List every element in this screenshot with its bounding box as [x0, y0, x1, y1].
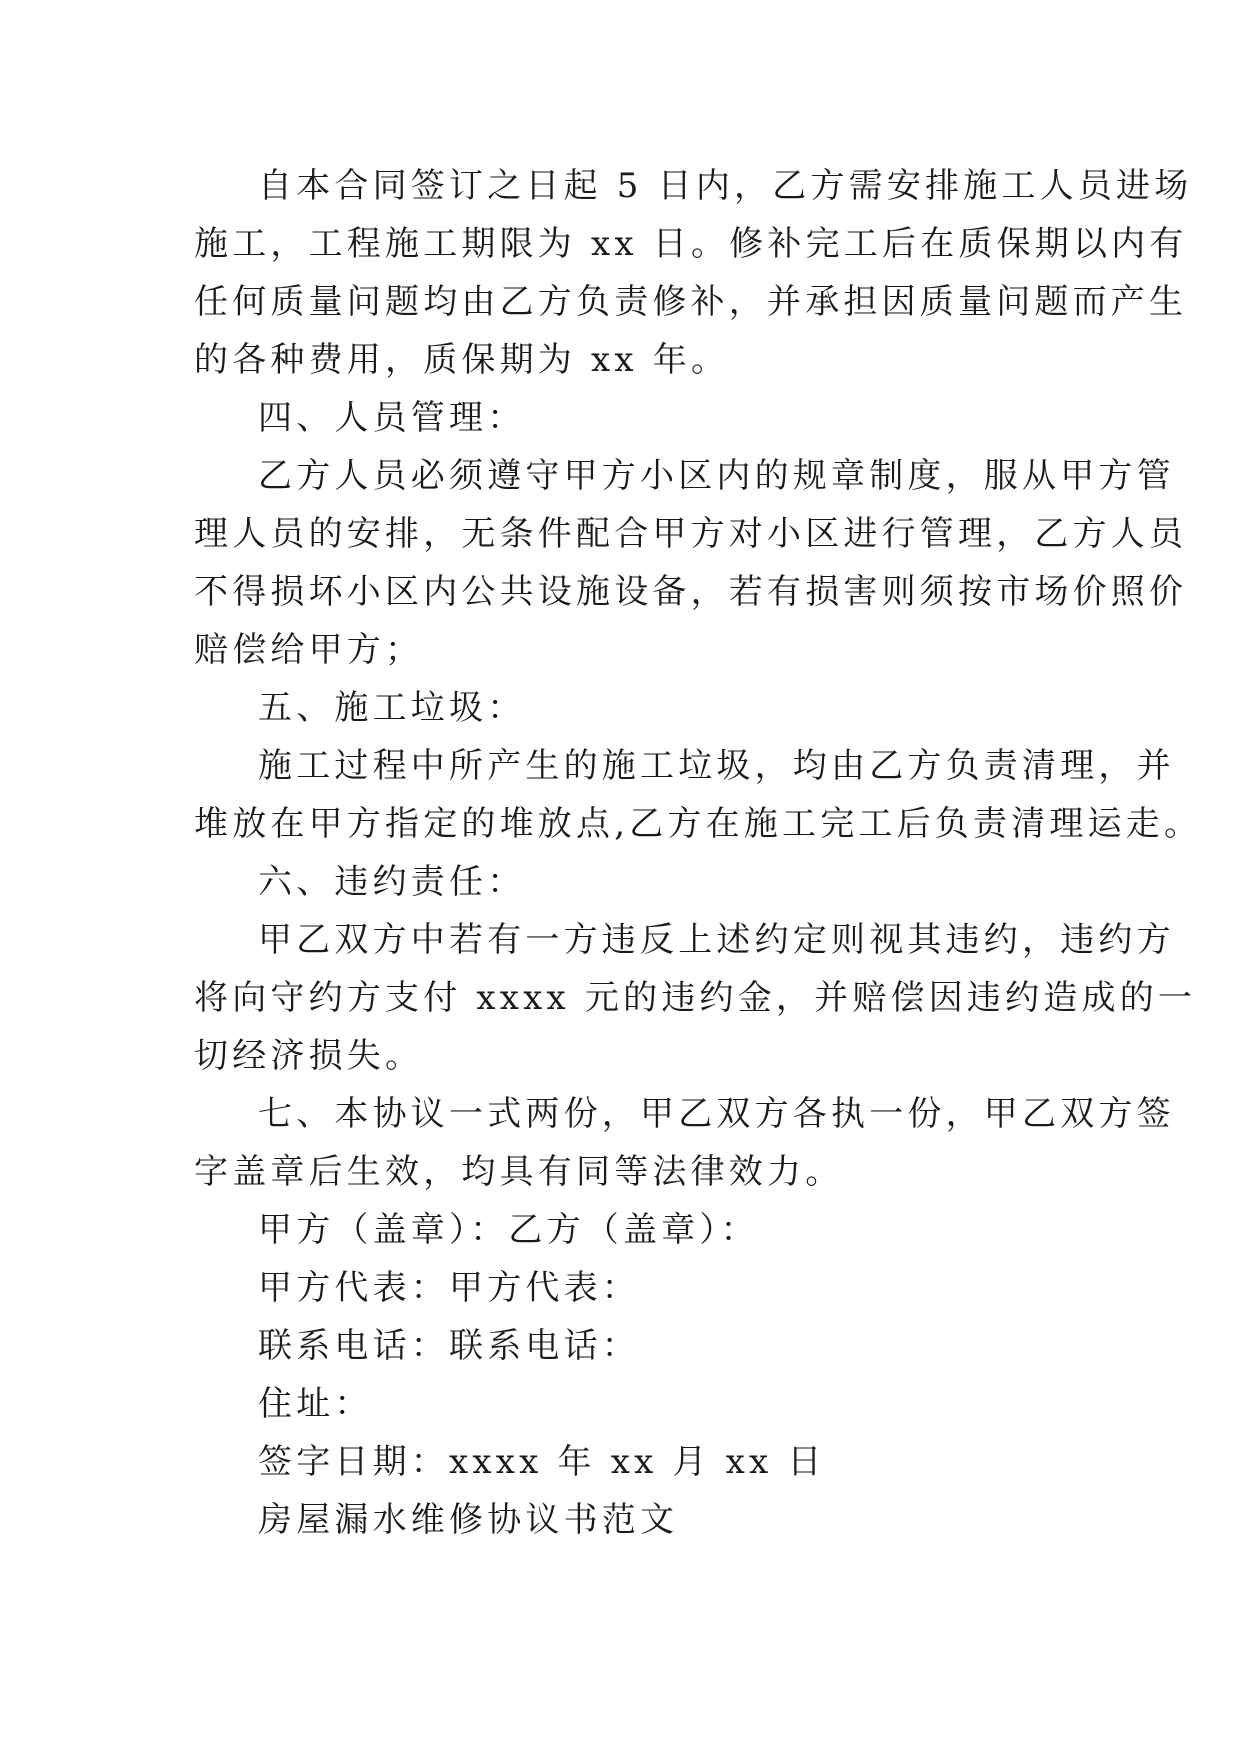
paragraph-line: 自本合同签订之日起 5 日内，乙方需安排施工人员进场: [258, 166, 1193, 206]
signature-line: 甲方（盖章）：乙方（盖章）：: [258, 1210, 759, 1250]
signature-line: 联系电话：联系电话：: [258, 1326, 640, 1366]
paragraph-line: 施工过程中所产生的施工垃圾，均由乙方负责清理，并: [258, 746, 1175, 786]
paragraph-line: 的各种费用，质保期为 xx 年。: [194, 340, 730, 380]
paragraph-line: 切经济损失。: [194, 1036, 424, 1076]
signature-line: 住址：: [258, 1384, 373, 1424]
paragraph-line: 理人员的安排，无条件配合甲方对小区进行管理，乙方人员: [194, 514, 1188, 554]
paragraph-line: 字盖章后生效，均具有同等法律效力。: [194, 1152, 844, 1192]
paragraph-line: 乙方人员必须遵守甲方小区内的规章制度，服从甲方管: [258, 456, 1175, 496]
paragraph-line: 将向守约方支付 xxxx 元的违约金，并赔偿因违约造成的一: [194, 978, 1197, 1018]
section-heading: 六、违约责任：: [258, 862, 526, 902]
paragraph-line: 施工，工程施工期限为 xx 日。修补完工后在质保期以内有: [194, 224, 1188, 264]
signature-line: 甲方代表：甲方代表：: [258, 1268, 640, 1308]
paragraph-line: 任何质量问题均由乙方负责修补，并承担因质量问题而产生: [194, 282, 1188, 322]
signature-date-line: 签字日期：xxxx 年 xx 月 xx 日: [258, 1442, 826, 1482]
paragraph-line: 七、本协议一式两份，甲乙双方各执一份，甲乙双方签: [258, 1094, 1175, 1134]
paragraph-line: 甲乙双方中若有一方违反上述约定则视其违约，违约方: [258, 920, 1175, 960]
paragraph-line: 堆放在甲方指定的堆放点,乙方在施工完工后负责清理运走。: [194, 804, 1203, 844]
section-heading: 五、施工垃圾：: [258, 688, 526, 728]
paragraph-line: 不得损坏小区内公共设施设备，若有损害则须按市场价照价: [194, 572, 1188, 612]
section-heading: 四、人员管理：: [258, 398, 526, 438]
paragraph-line: 赔偿给甲方；: [194, 630, 424, 670]
document-title-line: 房屋漏水维修协议书范文: [258, 1500, 679, 1540]
